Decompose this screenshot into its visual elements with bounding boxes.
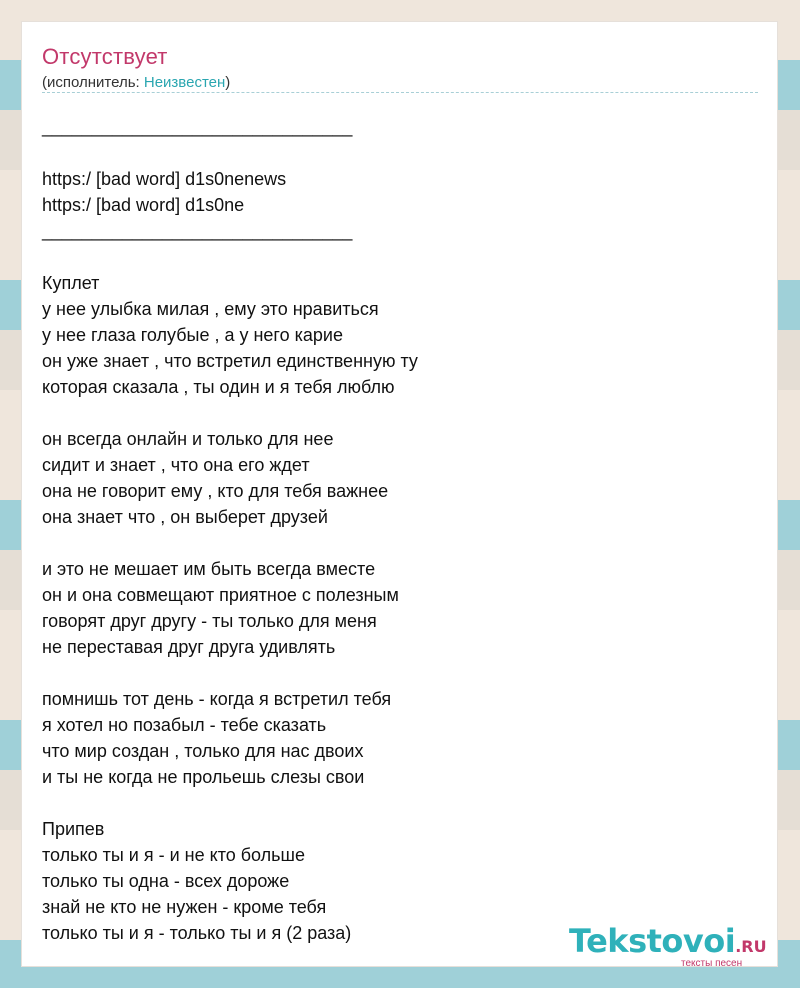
song-title: Отсутствует [42, 44, 168, 69]
logo-tagline: тексты песен [681, 958, 743, 969]
lyrics-line [42, 530, 752, 556]
lyrics-line: помнишь тот день - когда я встретил тебя [42, 689, 392, 709]
lyrics-line: она знает что , он выберет друзей [42, 507, 328, 527]
lyrics-line: не переставая друг друга удивлять [42, 637, 336, 657]
artist-line [42, 74, 230, 91]
lyrics-line: только ты и я - и не кто больше [42, 845, 306, 865]
artist-suffix: ) [225, 74, 231, 91]
lyrics-line: Куплет [42, 273, 100, 293]
artist-link[interactable]: Неизвестен [143, 74, 226, 91]
lyrics-line: только ты одна - всех дороже [42, 871, 290, 891]
lyrics-line: и ты не когда не прольешь слезы свои [42, 767, 365, 787]
lyrics-line: и это не мешает им быть всегда вместе [42, 559, 376, 579]
lyrics-line: у нее улыбка милая , ему это нравиться [42, 299, 379, 319]
site-logo[interactable] [569, 922, 767, 969]
lyrics-line [42, 660, 752, 686]
logo-name: Tekstovoi [569, 922, 736, 960]
lyrics-line [42, 244, 752, 270]
lyrics-line: она не говорит ему , кто для тебя важнее [42, 481, 389, 501]
lyrics-line: которая сказала , ты один и я тебя люблю [42, 377, 395, 397]
lyrics-line [42, 400, 752, 426]
lyrics-line: Припев [42, 819, 105, 839]
lyrics-line: он уже знает , что встретил единственную ту [42, 351, 418, 371]
lyrics-line: знай не кто не нужен - кроме тебя [42, 897, 327, 917]
lyrics-line: https:/ [bad word] d1s0nenews [42, 169, 287, 189]
logo-tld: .RU [735, 937, 767, 956]
lyrics-line: он и она совмещают приятное с полезным [42, 585, 399, 605]
lyrics-line: только ты и я - только ты и я (2 раза) [42, 923, 352, 943]
lyrics-line: у нее глаза голубые , а у него карие [42, 325, 343, 345]
lyrics-line: говорят друг другу - ты только для меня [42, 611, 377, 631]
lyrics-text [42, 114, 752, 946]
artist-prefix: (исполнитель: [42, 74, 144, 91]
lyrics-line: _______________________________ [42, 117, 353, 137]
lyrics-line: я хотел но позабыл - тебе сказать [42, 715, 327, 735]
lyrics-line: https:/ [bad word] d1s0ne [42, 195, 245, 215]
logo-wordmark [569, 922, 767, 960]
header-divider [42, 92, 758, 93]
lyrics-line [42, 140, 752, 166]
lyrics-line [42, 790, 752, 816]
lyrics-line: _______________________________ [42, 221, 353, 241]
lyrics-line: что мир создан , только для нас двоих [42, 741, 364, 761]
lyrics-card [22, 22, 777, 969]
lyrics-line: он всегда онлайн и только для нее [42, 429, 334, 449]
lyrics-line: сидит и знает , что она его ждет [42, 455, 310, 475]
